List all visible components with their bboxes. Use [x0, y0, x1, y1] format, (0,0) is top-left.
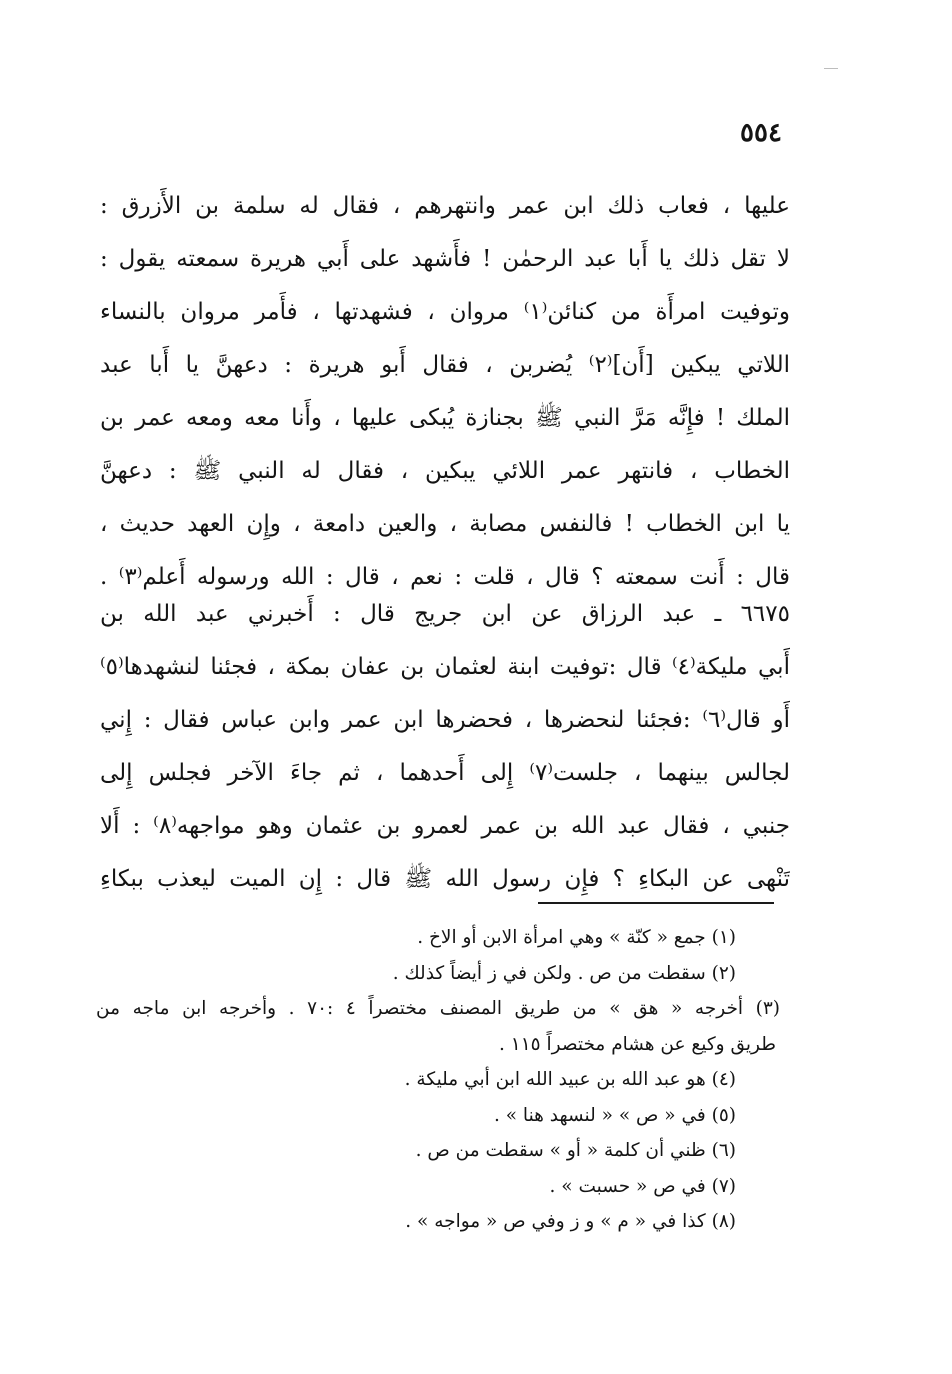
text-line: قال : أَنت سمعته ؟ قال ، قلت : نعم ، قال : الله ورسوله أَعلم⁽٣⁾ .: [100, 564, 790, 590]
scan-mark: [824, 68, 838, 69]
text-line: تَنْهى عن البكاءِ ؟ فإِن رسول الله ﷺ قال : إِن الميت ليعذب ببكاءِ: [100, 866, 790, 892]
text-line: اللاتي يبكين [أَن]⁽٢⁾ يُضربن ، فقال أَبو هريرة : دعهنَّ يا أَبا عبد: [100, 352, 790, 378]
text-line: ٦٦٧٥ ـ عبد الرزاق عن ابن جريج قال : أَخبرني عبد الله بن: [100, 601, 790, 627]
footnote: (١) جمع « كنّة » وهي امرأة الابن أو الاخ .: [417, 927, 736, 948]
footnote-continuation: طريق وكيع عن هشام مختصراً ١١٥ .: [499, 1033, 776, 1055]
footnote: (٢) سقطت من ص . ولكن في ز أيضاً كذلك .: [392, 962, 736, 984]
paragraph-2: [100, 588, 790, 906]
text-line: لا تقل ذلك يا أَبا عبد الرحمٰن ! فأَشهد على أَبي هريرة سمعته يقول :: [100, 246, 790, 272]
footnote: (٤) هو عبد الله بن عبيد الله ابن أبي مليكة .: [404, 1069, 736, 1090]
text-line: وتوفيت امرأَة من كنائن⁽١⁾ مروان ، فشهدتها ، فأَمر مروان بالنساء: [100, 299, 790, 325]
text-line: جنبي ، فقال عبد الله بن عمر لعمرو بن عثمان وهو مواجهه⁽٨⁾ : أَلا: [100, 813, 790, 839]
footnote: (٣) أخرجه « هق » من طريق المصنف مختصراً ٤ :٧٠ . وأخرجه ابن ماجه من: [96, 998, 780, 1019]
text-line: عليها ، فعاب ذلك ابن عمر وانتهرهم ، فقال له سلمة بن الأَزرق :: [100, 193, 790, 219]
text-line: يا ابن الخطاب ! فالنفس مصابة ، والعين دامعة ، وإِن العهد حديث ،: [100, 511, 790, 537]
page-number: ٥٥٤: [740, 118, 782, 148]
paragraph-1: [100, 180, 790, 604]
text-line: أَبي مليكة⁽٤⁾ قال :توفيت ابنة لعثمان بن عفان بمكة ، فجئنا لنشهدها⁽٥⁾: [100, 654, 790, 680]
text-line: الخطاب ، فانتهر عمر اللائي يبكين ، فقال له النبي ﷺ : دعهنَّ: [100, 458, 790, 484]
text-line: أَو قال⁽٦⁾ :فجئنا لنحضرها ، فحضرها ابن عمر وابن عباس فقال : إِني: [100, 707, 790, 733]
footnotes: [96, 920, 780, 1240]
footnote: (٥) في « ص » « لنسهد هنا » .: [493, 1104, 736, 1126]
text-line: لجالس بينهما ، جلست⁽٧⁾ إِلى أَحدهما ، ثم جاءَ الآخر فجلس إِلى: [100, 760, 790, 786]
footnote: (٨) كذا في « م » و ز وفي ص « مواجه » .: [405, 1211, 736, 1232]
footnote: (٦) ظني أن كلمة « أو » سقطت من ص .: [415, 1140, 736, 1161]
footnote-divider: [538, 902, 774, 904]
footnote: (٧) في ص « حسبت » .: [549, 1175, 736, 1197]
text-line: الملك ! فإِنَّه مَرَّ النبي ﷺ بجنازة يُبكى عليها ، وأَنا معه ومعه عمر بن: [100, 405, 790, 431]
